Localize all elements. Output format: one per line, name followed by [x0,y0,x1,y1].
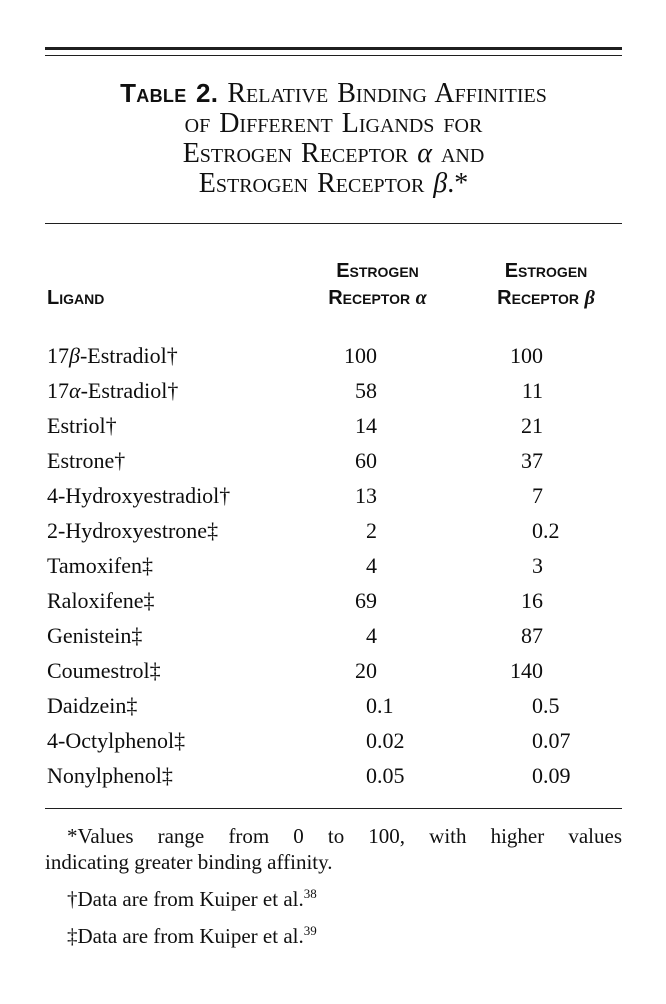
table-title [45,78,622,199]
table-bottom-rule [45,808,622,809]
table-row [45,583,622,618]
er-beta-value: 11 [521,378,543,403]
header-top-rule [45,223,622,224]
ligand-cell: Estriol† [47,413,117,438]
er-alpha-value: 60 [355,448,377,473]
title-line-1 [45,78,622,109]
er-alpha-value: 0 .1 [366,693,394,718]
ligand-cell: Coumestrol‡ [47,658,161,683]
er-alpha-value: 100 [344,343,377,368]
er-alpha-value: 0 .02 [366,728,405,753]
title-line-2: of Different Ligands for [184,108,483,139]
title-line-3: Estrogen Receptor α and [182,138,485,169]
footnote-double-dagger [45,923,644,949]
ligand-cell: 17α-Estradiol† [47,378,179,403]
er-alpha-value: 69 [355,588,377,613]
table-row [45,688,622,723]
er-beta-value: 0 .5 [532,693,560,718]
header-line-receptor-beta: Receptor β [497,287,595,309]
table-row [45,338,622,373]
column-header-er-alpha [285,258,470,312]
ligand-cell: Genistein‡ [47,623,143,648]
er-beta-value: 0 .09 [532,763,571,788]
title-line-4: Estrogen Receptor β.* [198,168,469,199]
er-alpha-value: 20 [355,658,377,683]
ligand-cell: 4-Octylphenol‡ [47,728,186,753]
er-beta-value: 37 [521,448,543,473]
table-number-label: Table 2. [120,78,219,108]
er-beta-value: 21 [521,413,543,438]
er-alpha-value: 58 [355,378,377,403]
er-beta-value: 7 [532,483,543,508]
table-row [45,408,622,443]
column-header-ligand: Ligand [47,287,105,309]
ligand-cell: Tamoxifen‡ [47,553,153,578]
er-beta-value: 100 [510,343,543,368]
ligand-cell: Raloxifene‡ [47,588,155,613]
er-alpha-value: 0 .05 [366,763,405,788]
er-alpha-value: 14 [355,413,377,438]
er-alpha-value: 4 [366,553,377,578]
footnote-asterisk-line-2: indicating greater binding affinity. [45,850,333,874]
title-line-1-text: Relative Binding Affinities [227,78,547,109]
ligand-cell: Nonylphenol‡ [47,763,173,788]
header-line-estrogen: Estrogen [504,260,588,282]
er-beta-value: 0 .2 [532,518,560,543]
table-row [45,758,622,793]
header-line-receptor-alpha: Receptor α [328,287,427,309]
footnote-double-dagger-reference-number: 39 [303,923,317,938]
er-alpha-value: 13 [355,483,377,508]
table-row [45,723,622,758]
footnote-dagger-reference-number: 38 [303,886,317,901]
table-body [45,338,622,793]
er-beta-value: 16 [521,588,543,613]
footnote-double-dagger-text: ‡Data are from Kuiper et al. [67,924,304,948]
table-row [45,443,622,478]
table-row [45,513,622,548]
footnote-dagger-text: †Data are from Kuiper et al. [67,887,304,911]
ligand-cell: 17β-Estradiol† [47,343,178,368]
table-header-row [45,258,622,312]
header-line-estrogen: Estrogen [336,260,419,282]
er-alpha-value: 2 [366,518,377,543]
table-row [45,548,622,583]
footnote-asterisk-line-1: *Values range from 0 to 100, with higher values [67,824,622,848]
er-beta-value: 0 .07 [532,728,571,753]
ligand-cell: Estrone† [47,448,126,473]
table-row [45,653,622,688]
er-alpha-value: 4 [366,623,377,648]
footnote-asterisk [45,823,622,875]
table-row [45,618,622,653]
er-beta-value: 87 [521,623,543,648]
table-row [45,373,622,408]
ligand-cell: 4-Hydroxyestradiol† [47,483,231,508]
ligand-cell: 2-Hydroxyestrone‡ [47,518,219,543]
top-double-rule [45,47,622,56]
er-beta-value: 140 [510,658,543,683]
column-header-er-beta [470,258,622,312]
ligand-cell: Daidzein‡ [47,693,138,718]
er-beta-value: 3 [532,553,543,578]
footnote-dagger [45,886,644,912]
table-row [45,478,622,513]
